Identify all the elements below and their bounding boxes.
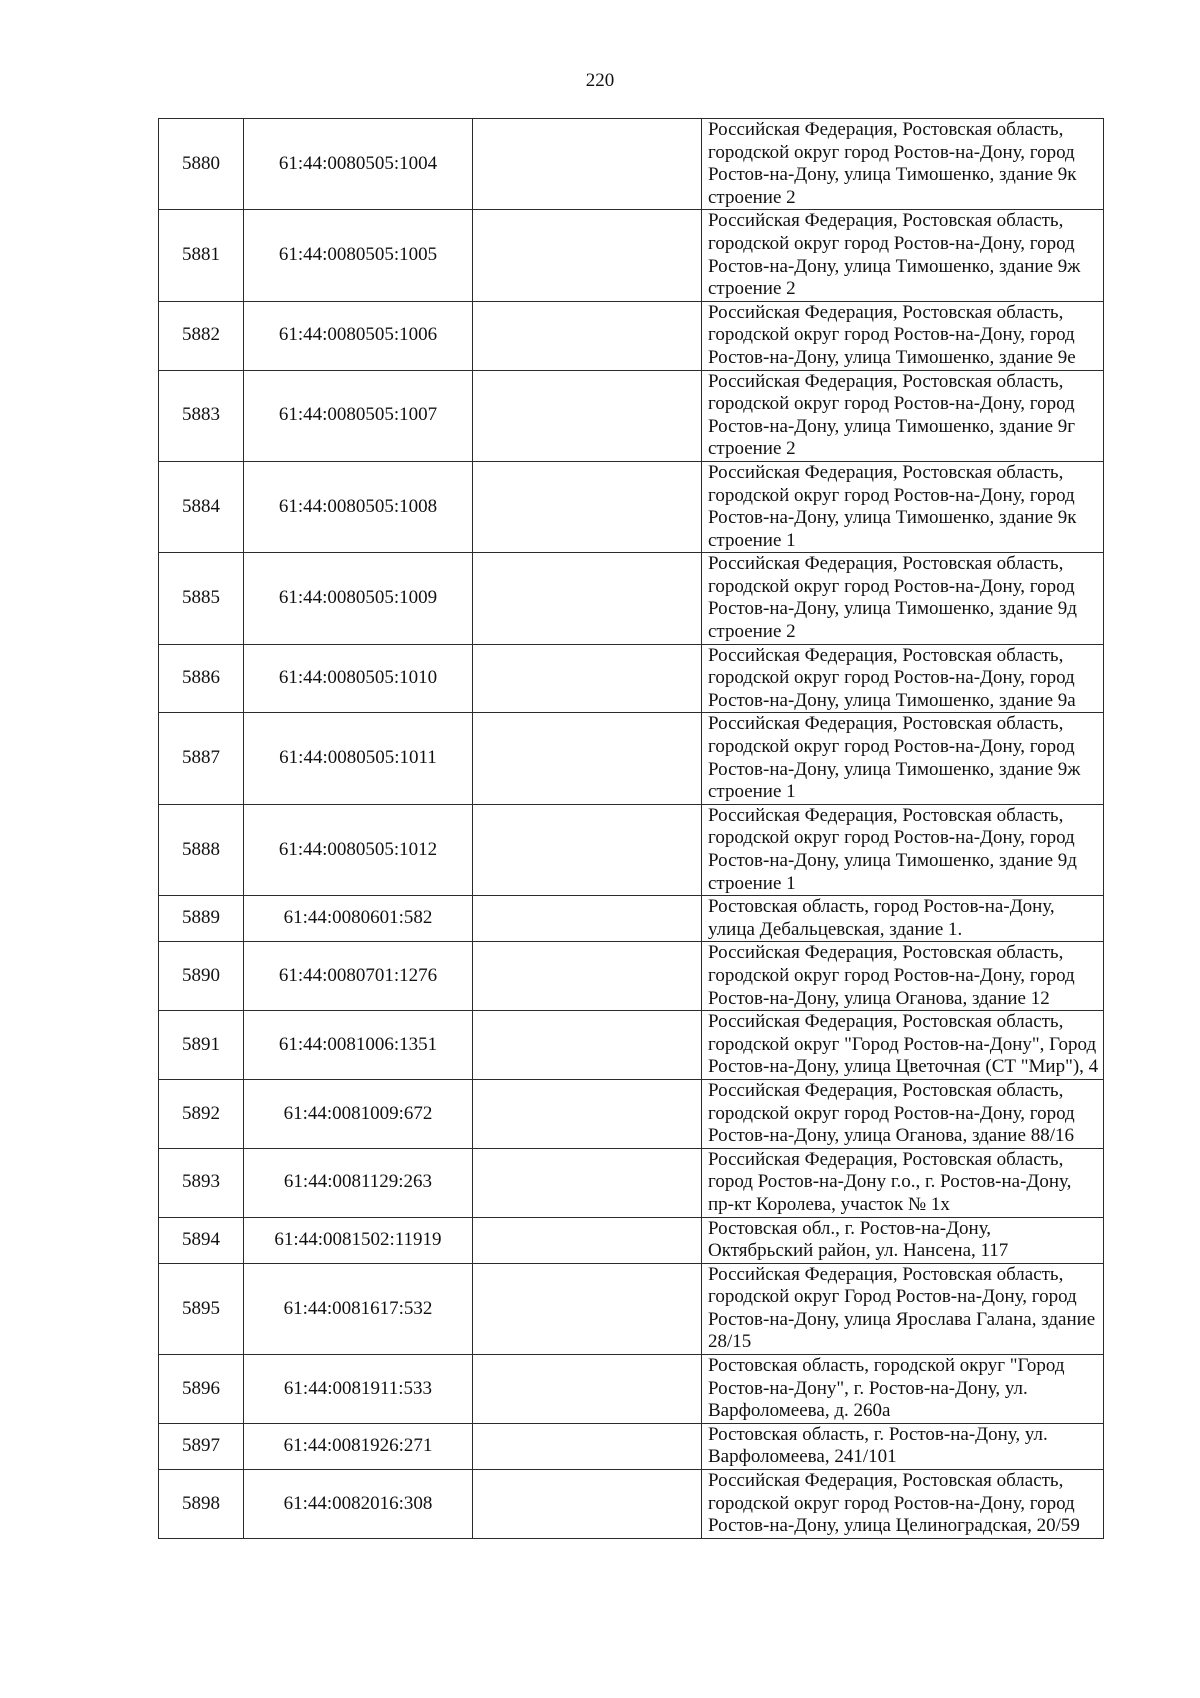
empty-cell bbox=[473, 301, 702, 370]
address-line: Ростовская область, городской округ "Город bbox=[708, 1355, 1065, 1377]
address-line: Российская Федерация, Ростовская область, bbox=[708, 713, 1064, 735]
table-row bbox=[159, 1423, 1104, 1469]
empty-cell bbox=[473, 1217, 702, 1263]
address-cell bbox=[702, 370, 1104, 461]
address-line: Ростов-на-Дону, улица Тимошенко, здание 9а bbox=[708, 689, 1076, 711]
address-line: Российская Федерация, Ростовская область, bbox=[708, 1079, 1064, 1101]
address-line: Ростов-на-Дону, улица Оганова, здание 12 bbox=[708, 987, 1050, 1009]
empty-cell bbox=[473, 804, 702, 895]
table-row bbox=[159, 1355, 1104, 1424]
empty-cell bbox=[473, 1011, 702, 1080]
address-line: город Ростов-на-Дону г.о., г. Ростов-на-Дону, bbox=[708, 1171, 1072, 1193]
address-line: городской округ город Ростов-на-Дону, город bbox=[708, 667, 1075, 689]
address-line: городской округ город Ростов-на-Дону, город bbox=[708, 393, 1075, 415]
empty-cell bbox=[473, 210, 702, 301]
address-cell bbox=[702, 896, 1104, 942]
table-row bbox=[159, 1217, 1104, 1263]
cadastral-number-cell: 61:44:0080505:1004 bbox=[244, 119, 473, 210]
address-cell bbox=[702, 1355, 1104, 1424]
row-number-cell: 5886 bbox=[159, 644, 244, 713]
address-line: 28/15 bbox=[708, 1331, 752, 1353]
table-row bbox=[159, 210, 1104, 301]
row-number-cell: 5881 bbox=[159, 210, 244, 301]
cadastral-number-cell: 61:44:0081129:263 bbox=[244, 1148, 473, 1217]
row-number-cell: 5882 bbox=[159, 301, 244, 370]
empty-cell bbox=[473, 1423, 702, 1469]
address-line: Октябрьский район, ул. Нансена, 117 bbox=[708, 1240, 1009, 1262]
empty-cell bbox=[473, 370, 702, 461]
address-line: городской округ город Ростов-на-Дону, город bbox=[708, 1102, 1075, 1124]
address-line: городской округ город Ростов-на-Дону, город bbox=[708, 324, 1075, 346]
address-line: городской округ город Ростов-на-Дону, город bbox=[708, 964, 1075, 986]
address-line: Российская Федерация, Ростовская область, bbox=[708, 1148, 1064, 1170]
address-line: Варфоломеева, 241/101 bbox=[708, 1446, 897, 1468]
address-line: городской округ город Ростов-на-Дону, город bbox=[708, 484, 1075, 506]
row-number-cell: 5885 bbox=[159, 553, 244, 644]
address-line: Российская Федерация, Ростовская область, bbox=[708, 553, 1064, 575]
address-line: Российская Федерация, Ростовская область, bbox=[708, 804, 1064, 826]
cadastral-number-cell: 61:44:0081911:533 bbox=[244, 1355, 473, 1424]
address-line: улица Дебальцевская, здание 1. bbox=[708, 918, 963, 940]
empty-cell bbox=[473, 1470, 702, 1539]
table-row bbox=[159, 301, 1104, 370]
row-number-cell: 5892 bbox=[159, 1079, 244, 1148]
table-row bbox=[159, 370, 1104, 461]
table-row bbox=[159, 1148, 1104, 1217]
cadastral-number-cell: 61:44:0081617:532 bbox=[244, 1263, 473, 1354]
row-number-cell: 5887 bbox=[159, 713, 244, 804]
address-line: Ростов-на-Дону", г. Ростов-на-Дону, ул. bbox=[708, 1377, 1028, 1399]
address-line: городской округ город Ростов-на-Дону, город bbox=[708, 575, 1075, 597]
empty-cell bbox=[473, 942, 702, 1011]
empty-cell bbox=[473, 896, 702, 942]
empty-cell bbox=[473, 1148, 702, 1217]
address-line: Ростов-на-Дону, улица Ярослава Галана, здание bbox=[708, 1308, 1096, 1330]
cadastral-number-cell: 61:44:0080505:1008 bbox=[244, 461, 473, 552]
address-line: Ростов-на-Дону, улица Тимошенко, здание 9ж bbox=[708, 758, 1081, 780]
empty-cell bbox=[473, 713, 702, 804]
address-line: Варфоломеева, д. 260а bbox=[708, 1400, 891, 1422]
address-line: Ростов-на-Дону, улица Тимошенко, здание 9ж bbox=[708, 255, 1081, 277]
address-line: строение 2 bbox=[708, 621, 796, 643]
address-cell bbox=[702, 1470, 1104, 1539]
address-cell bbox=[702, 553, 1104, 644]
row-number-cell: 5889 bbox=[159, 896, 244, 942]
empty-cell bbox=[473, 1263, 702, 1354]
address-line: городской округ город Ростов-на-Дону, город bbox=[708, 232, 1075, 254]
address-cell bbox=[702, 461, 1104, 552]
cadastral-number-cell: 61:44:0080505:1010 bbox=[244, 644, 473, 713]
address-line: строение 1 bbox=[708, 529, 796, 551]
address-cell bbox=[702, 644, 1104, 713]
address-cell bbox=[702, 1148, 1104, 1217]
cadastral-number-cell: 61:44:0080701:1276 bbox=[244, 942, 473, 1011]
address-line: Российская Федерация, Ростовская область, bbox=[708, 461, 1064, 483]
address-line: Ростов-на-Дону, улица Тимошенко, здание 9д bbox=[708, 598, 1077, 620]
address-line: строение 2 bbox=[708, 186, 796, 208]
row-number-cell: 5896 bbox=[159, 1355, 244, 1424]
address-line: Российская Федерация, Ростовская область, bbox=[708, 1470, 1064, 1492]
cadastral-number-cell: 61:44:0080601:582 bbox=[244, 896, 473, 942]
empty-cell bbox=[473, 553, 702, 644]
address-cell bbox=[702, 713, 1104, 804]
address-line: Российская Федерация, Ростовская область, bbox=[708, 644, 1064, 666]
row-number-cell: 5898 bbox=[159, 1470, 244, 1539]
row-number-cell: 5894 bbox=[159, 1217, 244, 1263]
row-number-cell: 5880 bbox=[159, 119, 244, 210]
address-line: Ростовская область, город Ростов-на-Дону, bbox=[708, 896, 1055, 918]
row-number-cell: 5895 bbox=[159, 1263, 244, 1354]
address-line: строение 2 bbox=[708, 278, 796, 300]
address-line: пр-кт Королева, участок № 1х bbox=[708, 1193, 950, 1215]
address-line: Российская Федерация, Ростовская область, bbox=[708, 210, 1064, 232]
address-line: Российская Федерация, Ростовская область, bbox=[708, 370, 1064, 392]
address-line: Ростовская область, г. Ростов-на-Дону, ул. bbox=[708, 1423, 1048, 1445]
row-number-cell: 5888 bbox=[159, 804, 244, 895]
address-line: Ростов-на-Дону, улица Тимошенко, здание 9е bbox=[708, 346, 1076, 368]
cadastral-number-cell: 61:44:0080505:1005 bbox=[244, 210, 473, 301]
empty-cell bbox=[473, 119, 702, 210]
address-cell bbox=[702, 1011, 1104, 1080]
row-number-cell: 5897 bbox=[159, 1423, 244, 1469]
address-line: Российская Федерация, Ростовская область, bbox=[708, 301, 1064, 323]
table-row bbox=[159, 119, 1104, 210]
empty-cell bbox=[473, 1355, 702, 1424]
address-line: Ростов-на-Дону, улица Тимошенко, здание 9к bbox=[708, 164, 1077, 186]
address-line: Ростов-на-Дону, улица Тимошенко, здание 9к bbox=[708, 507, 1077, 529]
address-cell bbox=[702, 804, 1104, 895]
registry-table bbox=[158, 118, 1104, 1539]
table-row bbox=[159, 1263, 1104, 1354]
cadastral-number-cell: 61:44:0081502:11919 bbox=[244, 1217, 473, 1263]
empty-cell bbox=[473, 1079, 702, 1148]
cadastral-number-cell: 61:44:0082016:308 bbox=[244, 1470, 473, 1539]
address-line: строение 1 bbox=[708, 872, 796, 894]
cadastral-number-cell: 61:44:0080505:1012 bbox=[244, 804, 473, 895]
cadastral-number-cell: 61:44:0080505:1006 bbox=[244, 301, 473, 370]
cadastral-number-cell: 61:44:0080505:1011 bbox=[244, 713, 473, 804]
address-line: Ростовская обл., г. Ростов-на-Дону, bbox=[708, 1217, 992, 1239]
row-number-cell: 5893 bbox=[159, 1148, 244, 1217]
address-line: городской округ "Город Ростов-на-Дону", Город bbox=[708, 1033, 1097, 1055]
address-cell bbox=[702, 301, 1104, 370]
cadastral-number-cell: 61:44:0081926:271 bbox=[244, 1423, 473, 1469]
address-line: Российская Федерация, Ростовская область, bbox=[708, 942, 1064, 964]
row-number-cell: 5890 bbox=[159, 942, 244, 1011]
table-row bbox=[159, 1079, 1104, 1148]
table-row bbox=[159, 713, 1104, 804]
address-line: городской округ Город Ростов-на-Дону, город bbox=[708, 1286, 1077, 1308]
table-row bbox=[159, 644, 1104, 713]
row-number-cell: 5883 bbox=[159, 370, 244, 461]
page-number: 220 bbox=[585, 70, 615, 91]
address-cell bbox=[702, 119, 1104, 210]
empty-cell bbox=[473, 644, 702, 713]
address-line: строение 1 bbox=[708, 781, 796, 803]
address-line: городской округ город Ростов-на-Дону, город bbox=[708, 1492, 1075, 1514]
registry-table-body bbox=[159, 119, 1104, 1539]
address-line: Российская Федерация, Ростовская область, bbox=[708, 1011, 1064, 1033]
table-row bbox=[159, 1011, 1104, 1080]
address-line: Ростов-на-Дону, улица Тимошенко, здание 9д bbox=[708, 850, 1077, 871]
address-cell bbox=[702, 1423, 1104, 1469]
address-line: городской округ город Ростов-на-Дону, город bbox=[708, 736, 1075, 758]
address-cell bbox=[702, 210, 1104, 301]
cadastral-number-cell: 61:44:0081009:672 bbox=[244, 1079, 473, 1148]
table-row bbox=[159, 461, 1104, 552]
cadastral-number-cell: 61:44:0080505:1009 bbox=[244, 553, 473, 644]
address-line: городской округ город Ростов-на-Дону, город bbox=[708, 827, 1075, 849]
table-row bbox=[159, 1470, 1104, 1539]
address-cell bbox=[702, 1217, 1104, 1263]
cadastral-number-cell: 61:44:0080505:1007 bbox=[244, 370, 473, 461]
address-line: городской округ город Ростов-на-Дону, город bbox=[708, 141, 1075, 163]
address-line: строение 2 bbox=[708, 438, 796, 460]
address-cell bbox=[702, 1263, 1104, 1354]
address-line: Ростов-на-Дону, улица Цветочная (СТ "Мир"), 4 bbox=[708, 1056, 1099, 1078]
table-row bbox=[159, 942, 1104, 1011]
table-row bbox=[159, 804, 1104, 895]
address-line: Ростов-на-Дону, улица Оганова, здание 88/16 bbox=[708, 1125, 1075, 1147]
table-row bbox=[159, 896, 1104, 942]
address-line: Российская Федерация, Ростовская область, bbox=[708, 119, 1064, 140]
address-line: Ростов-на-Дону, улица Тимошенко, здание 9г bbox=[708, 415, 1076, 437]
address-line: Ростов-на-Дону, улица Целиноградская, 20/59 bbox=[708, 1515, 1080, 1537]
row-number-cell: 5884 bbox=[159, 461, 244, 552]
empty-cell bbox=[473, 461, 702, 552]
address-cell bbox=[702, 942, 1104, 1011]
address-cell bbox=[702, 1079, 1104, 1148]
address-line: Российская Федерация, Ростовская область, bbox=[708, 1263, 1064, 1285]
cadastral-number-cell: 61:44:0081006:1351 bbox=[244, 1011, 473, 1080]
row-number-cell: 5891 bbox=[159, 1011, 244, 1080]
table-row bbox=[159, 553, 1104, 644]
